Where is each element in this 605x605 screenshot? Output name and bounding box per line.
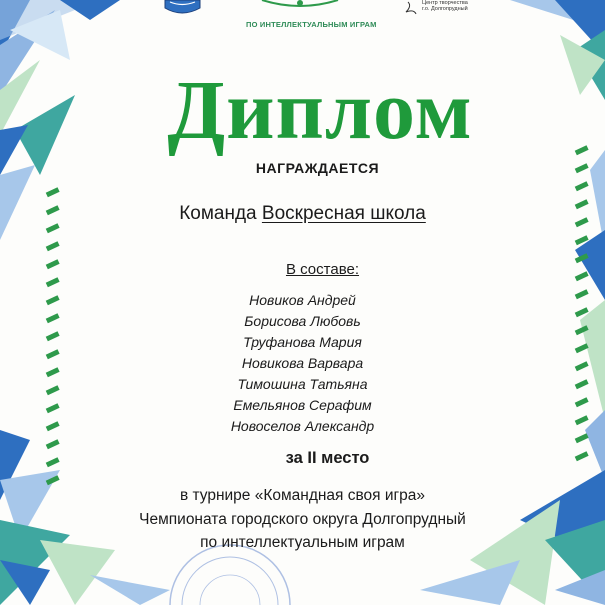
team-label: Команда <box>179 203 257 224</box>
organizer-caption: ПО ИНТЕЛЛЕКТУАЛЬНЫМ ИГРАМ <box>246 20 377 29</box>
members-list <box>0 290 605 437</box>
org-line: г.о. Долгопрудный <box>422 6 468 12</box>
diploma-title: Диплом <box>167 64 473 157</box>
members-label: В составе: <box>285 261 360 278</box>
member-name: Новиков Андрей <box>249 292 356 308</box>
member-name: Новикова Варвара <box>241 355 364 371</box>
team-name: Воскресная школа <box>261 203 426 224</box>
city-coat-of-arms-icon <box>165 0 200 13</box>
member-name: Труфанова Мария <box>243 334 362 350</box>
team-line <box>0 203 605 225</box>
member-name: Борисова Любовь <box>244 313 361 329</box>
tournament-description <box>0 484 605 555</box>
award-subtitle: НАГРАЖДАЕТСЯ <box>255 160 380 176</box>
member-name: Емельянов Серафим <box>233 397 372 413</box>
member-name: Новоселов Александр <box>230 418 375 434</box>
description-line: Чемпионата городского округа Долгопрудный <box>139 510 466 528</box>
tournament-logo-icon <box>262 0 338 6</box>
place-award: за II место <box>285 449 370 467</box>
description-line: в турнире «Командная своя игра» <box>179 487 426 504</box>
description-line: по интеллектуальным играм <box>200 534 405 551</box>
creativity-center-logo-icon <box>406 2 416 14</box>
member-name: Тимошина Татьяна <box>237 376 368 392</box>
org-line: Центр творчества <box>422 0 468 6</box>
creativity-center-caption <box>422 0 468 12</box>
